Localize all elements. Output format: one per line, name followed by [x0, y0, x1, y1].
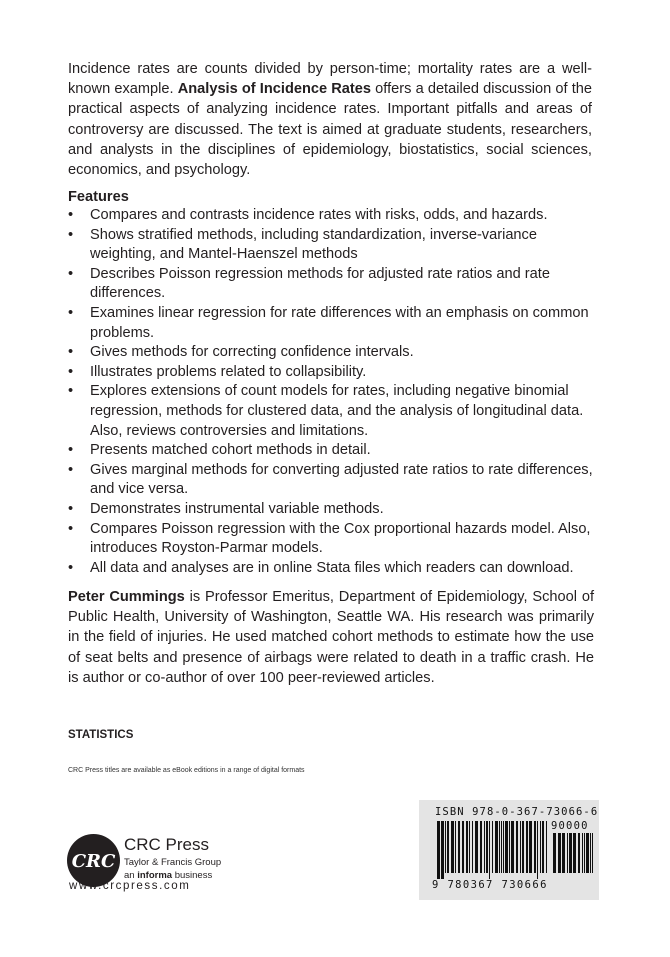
feature-item: • Illustrates problems related to collapsibility.: [68, 363, 598, 383]
barcode-bar: [584, 833, 585, 873]
features-list: [68, 206, 598, 578]
barcode-bar: [526, 821, 528, 873]
barcode-bar: [484, 821, 485, 873]
publisher-website: www.crcpress.com: [69, 880, 191, 892]
features-heading: Features: [68, 189, 129, 205]
barcode-bar: [520, 821, 521, 873]
barcode-bar: [582, 833, 583, 873]
barcode-bar: [455, 821, 456, 873]
barcode-bar: [553, 833, 556, 873]
feature-item: • Gives methods for correcting confidence intervals.: [68, 343, 598, 363]
barcode-bar: [511, 821, 514, 873]
barcode-bar: [458, 821, 460, 873]
barcode-bar: [466, 821, 468, 873]
author-bio: [68, 587, 594, 688]
barcode-bar: [578, 833, 580, 873]
barcode-bar: [586, 833, 589, 873]
barcode-bar: [469, 821, 470, 873]
barcode-addon-bars: [553, 833, 595, 879]
barcode-bar: [592, 833, 593, 873]
author-bio-text: is Professor Emeritus, Department of Epidemiology, School of Public Health, University of Washington, Seattle WA. His research was primarily in the field of injuries. He used matched cohort methods to estimate how the use of seat belts and presence of airbags were related to death in a traffic crash. He is author or co-author of over 100 peer-reviewed articles.: [68, 589, 594, 686]
feature-item: • Gives marginal methods for converting adjusted rate ratios to rate differences, and vice versa.: [68, 461, 598, 500]
barcode-bar: [546, 821, 547, 873]
barcode-bar: [509, 821, 510, 873]
barcode-bar: [475, 821, 478, 873]
barcode-bar: [495, 821, 498, 873]
business-suffix: business: [172, 870, 213, 881]
feature-item: • All data and analyses are in online Stata files which readers can download.: [68, 559, 598, 579]
ebook-note: CRC Press titles are available as eBook editions in a range of digital formats: [68, 767, 305, 774]
barcode-bar: [441, 821, 444, 879]
barcode-bar: [540, 821, 541, 873]
barcode-bar: [501, 821, 502, 873]
barcode-bar: [489, 821, 490, 879]
publisher-group: Taylor & Francis Group: [124, 857, 222, 868]
barcode-digits: 9 780367 730666: [432, 879, 548, 891]
feature-item: • Examines linear regression for rate differences with an emphasis on common problems.: [68, 304, 598, 343]
feature-item: • Explores extensions of count models for rates, including negative binomial regression, methods for clustered data, and the analysis of longitudinal data. Also, reviews controversies and limitations.: [68, 382, 598, 441]
barcode-bar: [492, 821, 493, 873]
barcode-bar: [567, 833, 568, 873]
intro-text-after: offers a detailed discussion of the practical aspects of analyzing incidence rates. Important pitfalls and areas of controversy are discussed. The text is aimed at graduate students, researchers, and analysts in the disciplines of epidemiology, biostatistics, social sciences, economics, and psychology.: [68, 81, 592, 179]
barcode-bar: [590, 833, 591, 873]
intro-paragraph: [68, 59, 592, 180]
intro-text-before: Incidence rates are counts divided by person-time; mortality rates are a well-known example.: [68, 61, 592, 98]
barcode-bar: [486, 821, 488, 873]
barcode-bar: [505, 821, 508, 873]
barcode-bar: [445, 821, 446, 873]
book-title: Analysis of Incidence Rates: [177, 81, 372, 98]
feature-item: • Describes Poisson regression methods for adjusted rate ratios and rate differences.: [68, 265, 598, 304]
barcode-bar: [447, 821, 449, 873]
barcode-main-bars: [437, 821, 549, 879]
feature-item: • Compares Poisson regression with the Cox proportional hazards model. Also, introduces Royston-Parmar models.: [68, 520, 598, 559]
barcode-bar: [472, 821, 473, 873]
feature-item: • Compares and contrasts incidence rates with risks, odds, and hazards.: [68, 206, 598, 226]
feature-item: • Demonstrates instrumental variable methods.: [68, 500, 598, 520]
barcode-bar: [569, 833, 572, 873]
barcode-bar: [516, 821, 518, 873]
barcode-bar: [529, 821, 532, 873]
barcode-bar: [537, 821, 538, 879]
price-code: 90000: [551, 820, 589, 832]
barcode-bar: [534, 821, 536, 873]
feature-item: • Presents matched cohort methods in detail.: [68, 441, 598, 461]
barcode-bar: [451, 821, 454, 873]
crc-logo-text: CRC: [71, 851, 116, 872]
barcode-bar: [542, 821, 544, 873]
subject-category: STATISTICS: [68, 729, 134, 741]
author-name: Peter Cummings: [68, 589, 185, 605]
publisher-name: CRC Press: [124, 835, 210, 854]
feature-item: • Shows stratified methods, including standardization, inverse-variance weighting, and Mantel-Haenszel methods: [68, 226, 598, 265]
barcode-bar: [437, 821, 440, 879]
barcode-bar: [499, 821, 500, 873]
barcode-bar: [562, 833, 565, 873]
barcode-bar: [462, 821, 464, 873]
barcode-bar: [558, 833, 561, 873]
isbn-label: ISBN 978-0-367-73066-6: [435, 806, 599, 818]
business-brand: informa: [137, 870, 173, 881]
business-prefix: an: [124, 870, 138, 881]
barcode-bar: [522, 821, 524, 873]
barcode-bar: [573, 833, 576, 873]
barcode-bar: [503, 821, 504, 873]
barcode-bar: [480, 821, 482, 873]
